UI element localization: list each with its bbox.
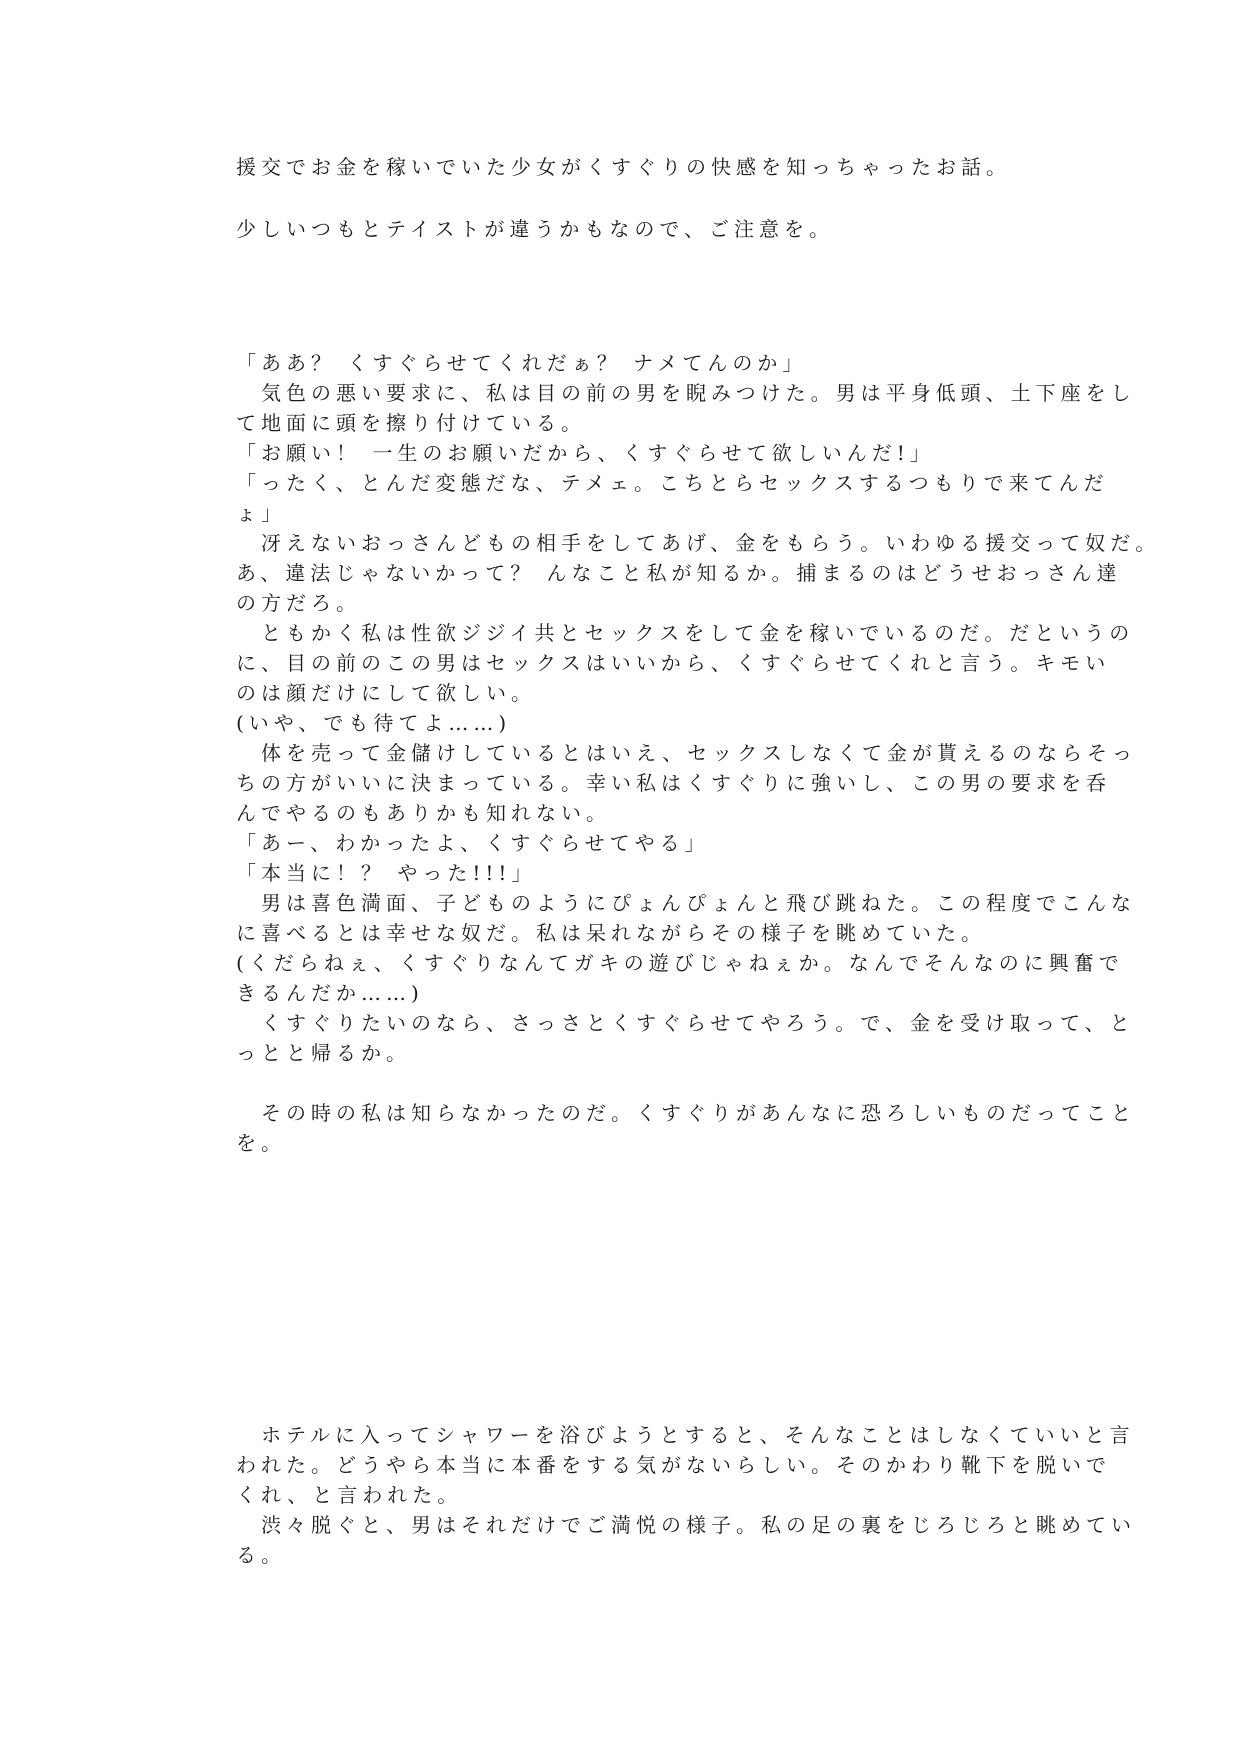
text-line: のは顔だけにして欲しい。 (236, 681, 536, 705)
text-line: 「本当に！？ やった!!!」 (236, 861, 537, 885)
text-line: くれ、と言われた。 (236, 1483, 463, 1507)
text-line: あ、違法じゃないかって？ んなこと私が知るか。捕まるのはどうせおっさん達 (236, 561, 1122, 585)
text-line: 「ああ？ くすぐらせてくれだぁ？ ナメてんのか」 (236, 351, 808, 375)
text-line: (くだらねぇ、くすぐりなんてガキの遊びじゃねぇか。なんでそんなのに興奮で (236, 951, 1124, 975)
intro-line: 援交でお金を稼いでいた少女がくすぐりの快感を知っちゃったお話。 (236, 155, 1011, 179)
text-line: に、目の前のこの男はセックスはいいから、くすぐらせてくれと言う。キモい (236, 651, 1111, 675)
text-line: 「お願い！ 一生のお願いだから、くすぐらせて欲しいんだ!」 (236, 441, 935, 465)
scene1-block (236, 348, 1161, 1158)
text-line: んでやるのもありかも知れない。 (236, 801, 611, 825)
text-line: ホテルに入ってシャワーを浴びようとすると、そんなことはしなくていいと言 (236, 1423, 1135, 1447)
text-line: くすぐりたいのなら、さっさとくすぐらせてやろう。で、金を受け取って、と (236, 1011, 1135, 1035)
text-line: ちの方がいいに決まっている。幸い私はくすぐりに強いし、この男の要求を呑 (236, 771, 1111, 795)
intro-block (236, 152, 1011, 276)
text-line: (いや、でも待てよ……) (236, 711, 512, 735)
text-line: を。 (236, 1131, 286, 1155)
text-line: ょ」 (236, 501, 286, 525)
text-line: その時の私は知らなかったのだ。くすぐりがあんなに恐ろしいものだってこと (236, 1101, 1136, 1125)
intro-line: 少しいつもとテイストが違うかもなので、ご注意を。 (236, 217, 834, 241)
text-line: の方だろ。 (236, 591, 361, 615)
text-line: われた。どうやら本当に本番をする気がないらしい。そのかわり靴下を脱いで (236, 1453, 1111, 1477)
text-line: 「ったく、とんだ変態だな、テメェ。こちとらセックスするつもりで来てんだ (236, 471, 1109, 495)
text-line: 渋々脱ぐと、男はそれだけでご満悦の様子。私の足の裏をじろじろと眺めてい (236, 1513, 1136, 1537)
text-line: て地面に頭を擦り付けている。 (236, 411, 586, 435)
text-line: 「あー、わかったよ、くすぐらせてやる」 (236, 831, 710, 855)
text-line: ともかく私は性欲ジジイ共とセックスをして金を稼いでいるのだ。だというの (236, 621, 1135, 645)
text-line: 冴えないおっさんどもの相手をしてあげ、金をもらう。いわゆる援交って奴だ。 (236, 531, 1161, 555)
text-line: っとと帰るか。 (236, 1041, 411, 1065)
text-line: 体を売って金儲けしているとはいえ、セックスしなくて金が貰えるのならそっ (236, 741, 1137, 765)
text-line: る。 (236, 1543, 286, 1567)
text-line: に喜べるとは幸せな奴だ。私は呆れながらその様子を眺めていた。 (236, 921, 986, 945)
text-line: 気色の悪い要求に、私は目の前の男を睨みつけた。男は平身低頭、土下座をし (236, 381, 1136, 405)
text-line: きるんだか……) (236, 981, 424, 1005)
text-line: 男は喜色満面、子どものようにぴょんぴょんと飛び跳ねた。この程度でこんな (236, 891, 1136, 915)
blank-line (236, 1068, 1006, 1098)
scene2-block (236, 1420, 1136, 1570)
